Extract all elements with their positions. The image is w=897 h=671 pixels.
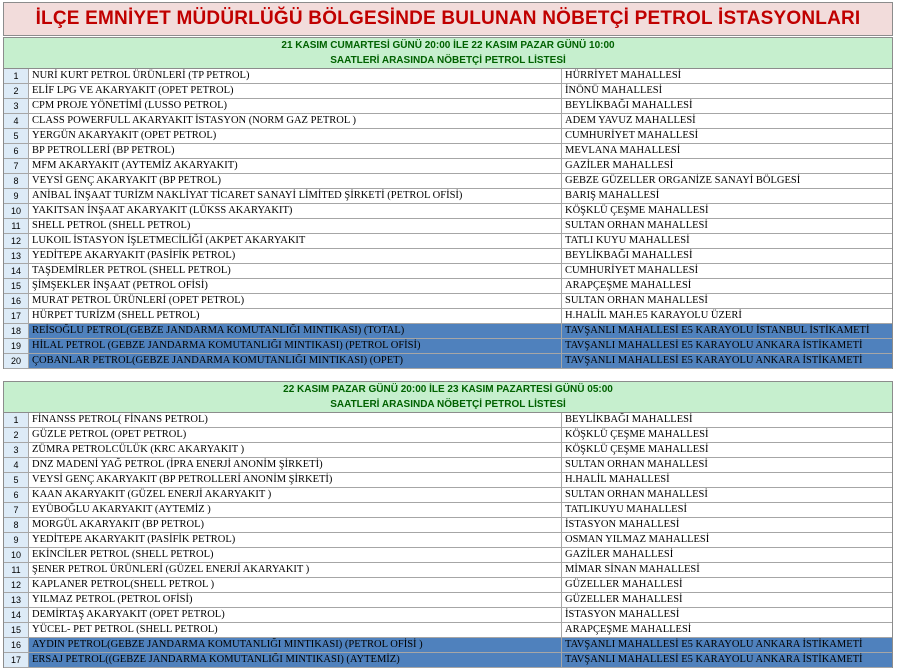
row-number: 7 [4,159,29,173]
table-row [4,114,892,129]
table-row [4,473,892,488]
row-number: 15 [4,623,29,637]
table-row [4,354,892,369]
table-row [4,234,892,249]
row-number: 12 [4,234,29,248]
row-number: 16 [4,638,29,652]
station-location: GÜZELLER MAHALLESİ [565,594,683,605]
station-name: AYDIN PETROL(GEBZE JANDARMA KOMUTANLIĞI MINTIKASI) (PETROL OFİSİ ) [29,638,562,652]
table-row [4,533,892,548]
station-name: HİLAL PETROL (GEBZE JANDARMA KOMUTANLIĞI MINTIKASI) (PETROL OFİSİ) [29,339,562,353]
row-number: 6 [4,144,29,158]
station-location: TAVŞANLI MAHALLESİ E5 KARAYOLU ANKARA İSTİKAMETİ [562,339,892,353]
station-name: DEMİRTAŞ AKARYAKIT (OPET PETROL) [29,608,562,622]
table-row [4,219,892,234]
station-location: ARAPÇEŞME MAHALLESİ [565,624,692,635]
row-number: 9 [4,533,29,547]
station-location: GEBZE GÜZELLER ORGANİZE SANAYİ BÖLGESİ [565,175,801,186]
station-name: MURAT PETROL ÜRÜNLERİ (OPET PETROL) [29,294,562,308]
station-name: CLASS POWERFULL AKARYAKIT İSTASYON (NORM GAZ PETROL ) [29,114,562,128]
station-name: ÇOBANLAR PETROL(GEBZE JANDARMA KOMUTANLIĞI MINTIKASI) (OPET) [29,354,562,368]
table-row [4,653,892,668]
row-number: 20 [4,354,29,368]
row-number: 8 [4,518,29,532]
section-2-header [3,381,893,413]
table-row [4,84,892,99]
table-row [4,309,892,324]
table-row [4,159,892,174]
row-number: 2 [4,84,29,98]
section-2-header-line1: 22 KASIM PAZAR GÜNÜ 20:00 İLE 23 KASIM PAZARTESİ GÜNÜ 05:00 [283,384,613,395]
table-row [4,458,892,473]
row-number: 5 [4,473,29,487]
section-1 [3,37,893,369]
station-name: VEYSİ GENÇ AKARYAKIT (BP PETROLLERİ ANONİM ŞİRKETİ) [29,473,562,487]
row-number: 19 [4,339,29,353]
row-number: 9 [4,189,29,203]
station-name: KAPLANER PETROL(SHELL PETROL ) [29,578,562,592]
row-number: 18 [4,324,29,338]
station-name: YAKITSAN İNŞAAT AKARYAKIT (LÜKSS AKARYAKIT) [29,204,562,218]
table-row [4,638,892,653]
table-row [4,144,892,159]
table-row [4,99,892,114]
row-number: 4 [4,114,29,128]
station-name: REİSOĞLU PETROL(GEBZE JANDARMA KOMUTANLIĞI MINTIKASI) (TOTAL) [29,324,562,338]
row-number: 15 [4,279,29,293]
station-name: TAŞDEMİRLER PETROL (SHELL PETROL) [29,264,562,278]
row-number: 1 [4,413,29,427]
station-location: SULTAN ORHAN MAHALLESİ [565,459,708,470]
station-name: VEYSİ GENÇ AKARYAKIT (BP PETROL) [29,174,562,188]
station-location: BEYLİKBAĞI MAHALLESİ [565,250,693,261]
table-row [4,563,892,578]
station-name: MORGÜL AKARYAKIT (BP PETROL) [29,518,562,532]
station-location: BEYLİKBAĞI MAHALLESİ [565,100,693,111]
row-number: 8 [4,174,29,188]
station-location: TATLI KUYU MAHALLESİ [565,235,690,246]
station-name: ELİF LPG VE AKARYAKIT (OPET PETROL) [29,84,562,98]
station-name: YILMAZ PETROL (PETROL OFİSİ) [29,593,562,607]
station-location: MEVLANA MAHALLESİ [565,145,681,156]
section-1-table [3,69,893,369]
station-location: KÖŞKLÜ ÇEŞME MAHALLESİ [565,444,709,455]
station-name: DNZ MADENİ YAĞ PETROL (İPRA ENERJİ ANONİM ŞİRKETİ) [29,458,562,472]
row-number: 12 [4,578,29,592]
page-title [3,2,893,36]
table-row [4,204,892,219]
station-location: TAVŞANLI MAHALLESİ E5 KARAYOLU ANKARA İSTİKAMETİ [562,653,892,667]
section-2 [3,381,893,668]
station-location: SULTAN ORHAN MAHALLESİ [565,489,708,500]
station-location: ADEM YAVUZ MAHALLESİ [565,115,696,126]
table-row [4,578,892,593]
table-row [4,324,892,339]
row-number: 11 [4,563,29,577]
station-location: SULTAN ORHAN MAHALLESİ [565,295,708,306]
table-row [4,249,892,264]
table-row [4,608,892,623]
station-location: KÖŞKLÜ ÇEŞME MAHALLESİ [565,429,709,440]
station-location: CUMHURİYET MAHALLESİ [565,130,699,141]
row-number: 10 [4,548,29,562]
section-1-header-line1: 21 KASIM CUMARTESİ GÜNÜ 20:00 İLE 22 KASIM PAZAR GÜNÜ 10:00 [281,40,615,51]
station-name: YÜCEL- PET PETROL (SHELL PETROL) [29,623,562,637]
station-location: TAVŞANLI MAHALLESİ E5 KARAYOLU İSTANBUL İSTİKAMETİ [562,324,892,338]
station-location: TATLIKUYU MAHALLESİ [565,504,687,515]
station-location: BEYLİKBAĞI MAHALLESİ [565,414,693,425]
page-title-text: İLÇE EMNİYET MÜDÜRLÜĞÜ BÖLGESİNDE BULUNAN NÖBETÇİ PETROL İSTASYONLARI [35,8,861,29]
row-number: 13 [4,593,29,607]
table-row [4,174,892,189]
station-name: MFM AKARYAKIT (AYTEMİZ AKARYAKIT) [29,159,562,173]
station-location: TAVŞANLI MAHALLESİ E5 KARAYOLU ANKARA İSTİKAMETİ [562,354,892,368]
table-row [4,443,892,458]
station-name: KAAN AKARYAKIT (GÜZEL ENERJİ AKARYAKIT ) [29,488,562,502]
station-name: SHELL PETROL (SHELL PETROL) [29,219,562,233]
table-row [4,129,892,144]
row-number: 11 [4,219,29,233]
table-row [4,189,892,204]
station-name: ZÜMRA PETROLCÜLÜK (KRC AKARYAKIT ) [29,443,562,457]
station-location: İSTASYON MAHALLESİ [565,609,680,620]
station-name: EYÜBOĞLU AKARYAKIT (AYTEMİZ ) [29,503,562,517]
station-location: GAZİLER MAHALLESİ [565,160,674,171]
table-row [4,593,892,608]
section-2-table [3,413,893,668]
row-number: 2 [4,428,29,442]
table-row [4,623,892,638]
row-number: 1 [4,69,29,83]
table-row [4,69,892,84]
row-number: 17 [4,653,29,667]
table-row [4,488,892,503]
station-name: LUKOIL İSTASYON İŞLETMECİLİĞİ (AKPET AKARYAKIT [29,234,562,248]
station-location: GAZİLER MAHALLESİ [565,549,674,560]
station-name: HÜRPET TURİZM (SHELL PETROL) [29,309,562,323]
station-location: İSTASYON MAHALLESİ [565,519,680,530]
station-name: YEDİTEPE AKARYAKIT (PASİFİK PETROL) [29,249,562,263]
table-row [4,294,892,309]
table-row [4,264,892,279]
section-1-header-line2: SAATLERİ ARASINDA NÖBETÇİ PETROL LİSTESİ [330,55,566,66]
row-number: 3 [4,443,29,457]
station-name: YERGÜN AKARYAKIT (OPET PETROL) [29,129,562,143]
table-row [4,503,892,518]
station-name: ANİBAL İNŞAAT TURİZM NAKLİYAT TİCARET SANAYİ LİMİTED ŞİRKETİ (PETROL OFİSİ) [29,189,562,203]
station-location: HÜRRİYET MAHALLESİ [565,70,682,81]
row-number: 3 [4,99,29,113]
station-location: H.HALİL MAH.E5 KARAYOLU ÜZERİ [565,310,742,321]
station-location: OSMAN YILMAZ MAHALLESİ [565,534,710,545]
station-location: CUMHURİYET MAHALLESİ [565,265,699,276]
station-location: TAVŞANLI MAHALLESİ E5 KARAYOLU ANKARA İSTİKAMETİ [562,638,892,652]
table-row [4,279,892,294]
station-name: ŞİMŞEKLER İNŞAAT (PETROL OFİSİ) [29,279,562,293]
station-name: NURİ KURT PETROL ÜRÜNLERİ (TP PETROL) [29,69,562,83]
station-location: ARAPÇEŞME MAHALLESİ [565,280,692,291]
section-1-header [3,37,893,69]
station-location: SULTAN ORHAN MAHALLESİ [565,220,708,231]
row-number: 14 [4,608,29,622]
station-location: GÜZELLER MAHALLESİ [565,579,683,590]
row-number: 13 [4,249,29,263]
table-row [4,339,892,354]
row-number: 4 [4,458,29,472]
station-name: GÜZLE PETROL (OPET PETROL) [29,428,562,442]
station-name: EKİNCİLER PETROL (SHELL PETROL) [29,548,562,562]
station-name: CPM PROJE YÖNETİMİ (LUSSO PETROL) [29,99,562,113]
row-number: 16 [4,294,29,308]
station-location: İNÖNÜ MAHALLESİ [565,85,663,96]
station-name: ŞENER PETROL ÜRÜNLERİ (GÜZEL ENERJİ AKARYAKIT ) [29,563,562,577]
station-name: BP PETROLLERİ (BP PETROL) [29,144,562,158]
row-number: 7 [4,503,29,517]
table-row [4,518,892,533]
station-location: KÖŞKLÜ ÇEŞME MAHALLESİ [565,205,709,216]
row-number: 14 [4,264,29,278]
station-name: YEDİTEPE AKARYAKIT (PASİFİK PETROL) [29,533,562,547]
table-row [4,413,892,428]
station-location: H.HALİL MAHALLESİ [565,474,670,485]
station-location: MİMAR SİNAN MAHALLESİ [565,564,700,575]
table-row [4,428,892,443]
station-name: FİNANSS PETROL( FİNANS PETROL) [29,413,562,427]
row-number: 5 [4,129,29,143]
table-row [4,548,892,563]
row-number: 10 [4,204,29,218]
row-number: 17 [4,309,29,323]
station-location: BARIŞ MAHALLESİ [565,190,660,201]
station-name: ERSAJ PETROL((GEBZE JANDARMA KOMUTANLIĞI MINTIKASI) (AYTEMİZ) [29,653,562,667]
section-2-header-line2: SAATLERİ ARASINDA NÖBETÇİ PETROL LİSTESİ [330,399,566,410]
row-number: 6 [4,488,29,502]
